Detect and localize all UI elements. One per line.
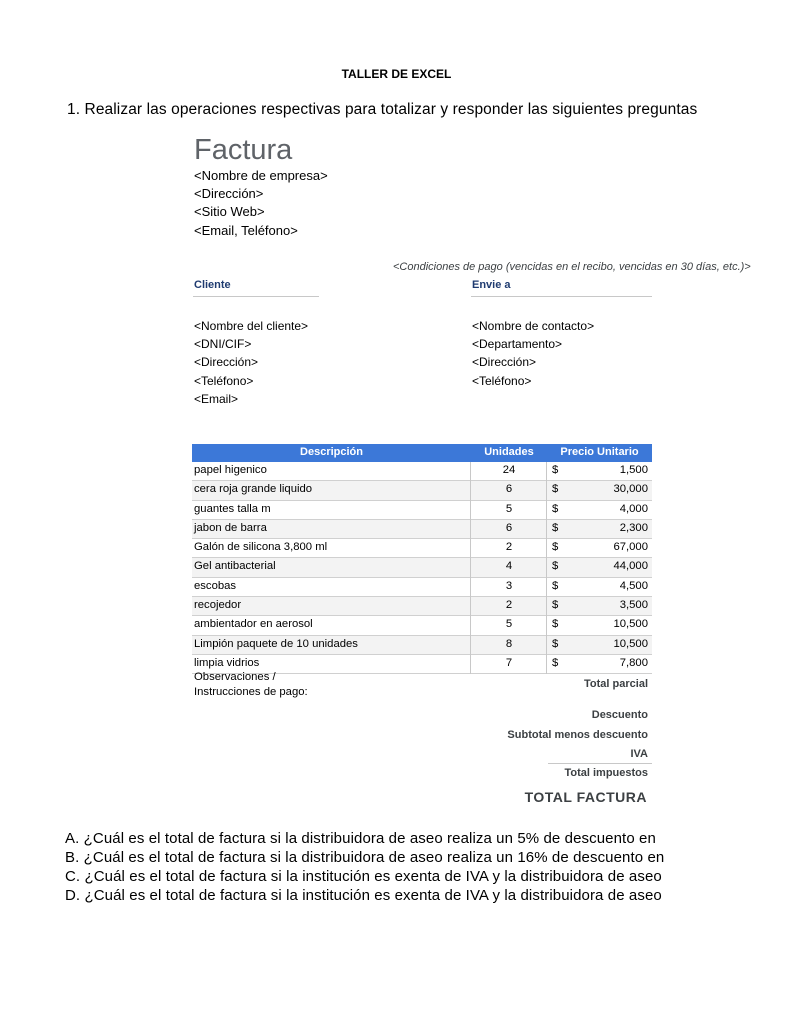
client-email: <Email> — [194, 391, 239, 406]
item-unit-price: 10,500 — [613, 618, 648, 631]
questions-list — [65, 829, 665, 905]
item-units: 7 — [505, 656, 513, 669]
subtotal-less-discount-label: Subtotal menos descuento — [507, 729, 648, 741]
column-divider — [546, 462, 547, 674]
currency-symbol: $ — [552, 599, 559, 612]
item-unit-price: 1,500 — [619, 464, 648, 476]
item-unit-price: 4,000 — [619, 502, 648, 515]
item-description: Gel antibacterial — [194, 560, 276, 573]
item-unit-price: 2,300 — [619, 521, 648, 534]
item-description: escobas — [194, 579, 237, 592]
item-unit-price: 4,500 — [619, 579, 648, 592]
company-name: <Nombre de empresa> — [194, 168, 328, 183]
observations-label: Observaciones / — [194, 671, 276, 683]
document-title: TALLER DE EXCEL — [341, 67, 452, 81]
item-description: Limpión paquete de 10 unidades — [194, 637, 358, 650]
item-units: 5 — [505, 618, 513, 631]
table-row — [192, 558, 652, 577]
total-taxes-label: Total impuestos — [564, 767, 648, 779]
client-phone: <Teléfono> — [194, 373, 254, 388]
company-address: <Dirección> — [194, 186, 264, 202]
table-row — [192, 481, 652, 500]
discount-label: Descuento — [591, 709, 648, 721]
question-b: B. ¿Cuál es el total de factura si la distribuidora de aseo realiza un 16% de descuento en — [65, 849, 665, 866]
currency-symbol: $ — [552, 618, 559, 631]
contact-name: <Nombre de contacto> — [472, 319, 595, 333]
company-contact: <Email, Teléfono> — [194, 222, 298, 238]
payment-terms: <Condiciones de pago (vencidas en el recibo, vencidas en 30 días, etc.)> — [393, 261, 751, 273]
company-website: <Sitio Web> — [194, 204, 265, 220]
table-header — [192, 444, 652, 462]
client-name: <Nombre del cliente> — [194, 319, 309, 333]
taxes-divider — [548, 763, 652, 764]
currency-symbol: $ — [552, 521, 559, 534]
item-description: cera roja grande liquido — [194, 483, 313, 496]
table-row — [192, 578, 652, 597]
header-description: Descripción — [300, 446, 363, 458]
client-address: <Dirección> — [194, 355, 259, 370]
client-heading: Cliente — [194, 279, 231, 291]
ship-to-details — [472, 317, 594, 390]
header-unit-price: Precio Unitario — [560, 446, 639, 458]
item-unit-price: 10,500 — [613, 637, 648, 650]
items-table — [192, 444, 652, 674]
ship-address: <Dirección> — [472, 355, 537, 370]
item-units: 6 — [505, 483, 513, 496]
company-info — [194, 167, 328, 240]
item-units: 24 — [502, 464, 516, 476]
client-id: <DNI/CIF> — [194, 337, 252, 352]
item-unit-price: 44,000 — [613, 560, 648, 573]
client-details — [194, 317, 308, 408]
currency-symbol: $ — [552, 464, 559, 476]
table-row — [192, 636, 652, 655]
ship-phone: <Teléfono> — [472, 373, 532, 388]
item-unit-price: 30,000 — [613, 483, 648, 496]
observations — [194, 670, 308, 699]
currency-symbol: $ — [552, 656, 559, 669]
iva-label: IVA — [630, 748, 648, 760]
total-invoice-label: TOTAL FACTURA — [524, 789, 647, 805]
item-units: 3 — [505, 579, 513, 592]
invoice-heading: Factura — [194, 134, 293, 166]
table-body — [192, 462, 652, 674]
table-row — [192, 539, 652, 558]
question-d: D. ¿Cuál es el total de factura si la institución es exenta de IVA y la distribuidora de aseo — [65, 887, 662, 904]
question-a: A. ¿Cuál es el total de factura si la distribuidora de aseo realiza un 5% de descuento en — [65, 830, 656, 847]
currency-symbol: $ — [552, 579, 559, 592]
client-divider — [193, 296, 319, 297]
department: <Departamento> — [472, 337, 563, 352]
item-description: Galón de silicona 3,800 ml — [194, 541, 328, 554]
payment-instructions-label: Instrucciones de pago: — [194, 685, 308, 698]
table-row — [192, 616, 652, 635]
item-units: 5 — [505, 502, 513, 515]
item-description: recojedor — [194, 599, 242, 612]
item-unit-price: 7,800 — [619, 656, 648, 669]
item-description: jabon de barra — [194, 521, 267, 534]
table-row — [192, 462, 652, 481]
ship-to-heading: Envie a — [472, 279, 511, 291]
currency-symbol: $ — [552, 541, 559, 554]
item-description: ambientador en aerosol — [194, 618, 313, 631]
currency-symbol: $ — [552, 483, 559, 496]
item-units: 8 — [505, 637, 513, 650]
ship-to-divider — [471, 296, 652, 297]
item-units: 2 — [505, 541, 513, 554]
item-description: guantes talla m — [194, 502, 271, 515]
column-divider — [470, 462, 471, 674]
item-description: papel higenico — [194, 464, 267, 476]
currency-symbol: $ — [552, 637, 559, 650]
question-c: C. ¿Cuál es el total de factura si la institución es exenta de IVA y la distribuidora de aseo — [65, 868, 662, 885]
item-unit-price: 3,500 — [619, 599, 648, 612]
currency-symbol: $ — [552, 560, 559, 573]
header-units: Unidades — [484, 446, 534, 458]
subtotal-label: Total parcial — [584, 678, 648, 690]
item-unit-price: 67,000 — [613, 541, 648, 554]
item-units: 6 — [505, 521, 513, 534]
table-row — [192, 520, 652, 539]
table-row — [192, 597, 652, 616]
item-units: 2 — [505, 599, 513, 612]
item-description: limpia vidrios — [194, 656, 260, 669]
instruction-text: 1. Realizar las operaciones respectivas para totalizar y responder las siguientes preguntas — [67, 101, 698, 118]
item-units: 4 — [505, 560, 513, 573]
currency-symbol: $ — [552, 502, 559, 515]
table-row — [192, 501, 652, 520]
